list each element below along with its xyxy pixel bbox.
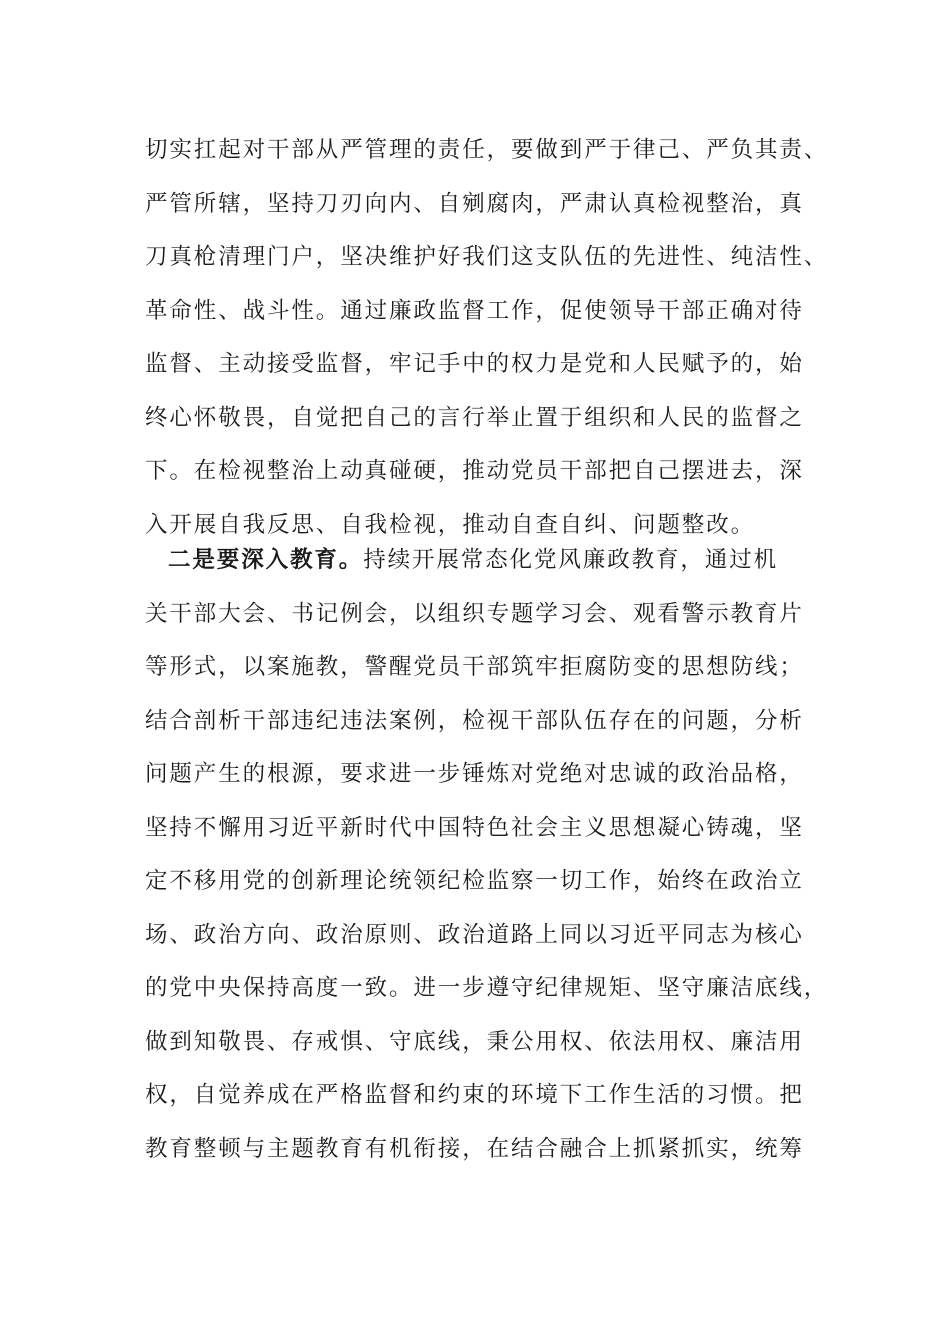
paragraph-strict-management <box>145 124 829 552</box>
text-line: 教育整顿与主题教育有机衔接，在结合融合上抓紧抓实，统筹 <box>145 1135 804 1162</box>
text-line: 结合剖析干部违纪违法案例，检视干部队伍存在的问题，分析 <box>145 707 804 734</box>
text-line: 切实扛起对干部从严管理的责任，要做到严于律己、严负其责、 <box>145 137 829 163</box>
text-line: 场、政治方向、政治原则、政治道路上同以习近平同志为核心 <box>145 921 804 948</box>
paragraph-deep-education <box>145 534 829 1176</box>
text-run: 持续开展常态化党风廉政教育，通过机 <box>363 547 779 573</box>
text-line: 问题产生的根源，要求进一步锤炼对党绝对忠诚的政治品格， <box>145 761 804 787</box>
text-line: 严管所辖，坚持刀刃向内、自剜腐肉，严肃认真检视整治，真 <box>145 190 804 217</box>
text-line: 坚持不懈用习近平新时代中国特色社会主义思想凝心铸魂，坚 <box>145 814 804 841</box>
text-line: 刀真枪清理门户，坚决维护好我们这支队伍的先进性、纯洁性、 <box>145 244 829 270</box>
text-line: 的党中央保持高度一致。进一步遵守纪律规矩、坚守廉洁底线， <box>145 975 829 1001</box>
text-line: 权，自觉养成在严格监督和约束的环境下工作生活的习惯。把 <box>145 1082 804 1108</box>
text-line: 下。在检视整治上动真碰硬，推动党员干部把自己摆进去，深 <box>145 458 804 484</box>
text-line: 监督、主动接受监督，牢记手中的权力是党和人民赋予的，始 <box>145 351 804 377</box>
text-line: 做到知敬畏、存戒惧、守底线，秉公用权、依法用权、廉洁用 <box>145 1028 804 1055</box>
text-line: 等形式，以案施教，警醒党员干部筑牢拒腐防变的思想防线； <box>145 654 804 680</box>
paragraph-heading: 二是要深入教育。 <box>168 547 364 573</box>
text-line: 入开展自我反思、自我检视，推动自查自纠、问题整改。 <box>145 511 756 538</box>
text-line: 革命性、战斗性。通过廉政监督工作，促使领导干部正确对待 <box>145 297 804 324</box>
text-line: 终心怀敬畏，自觉把自己的言行举止置于组织和人民的监督之 <box>145 404 804 431</box>
text-line: 关干部大会、书记例会，以组织专题学习会、观看警示教育片 <box>145 600 804 627</box>
paragraph-first-line <box>145 534 810 588</box>
text-line: 定不移用党的创新理论统领纪检监察一切工作，始终在政治立 <box>145 868 804 894</box>
